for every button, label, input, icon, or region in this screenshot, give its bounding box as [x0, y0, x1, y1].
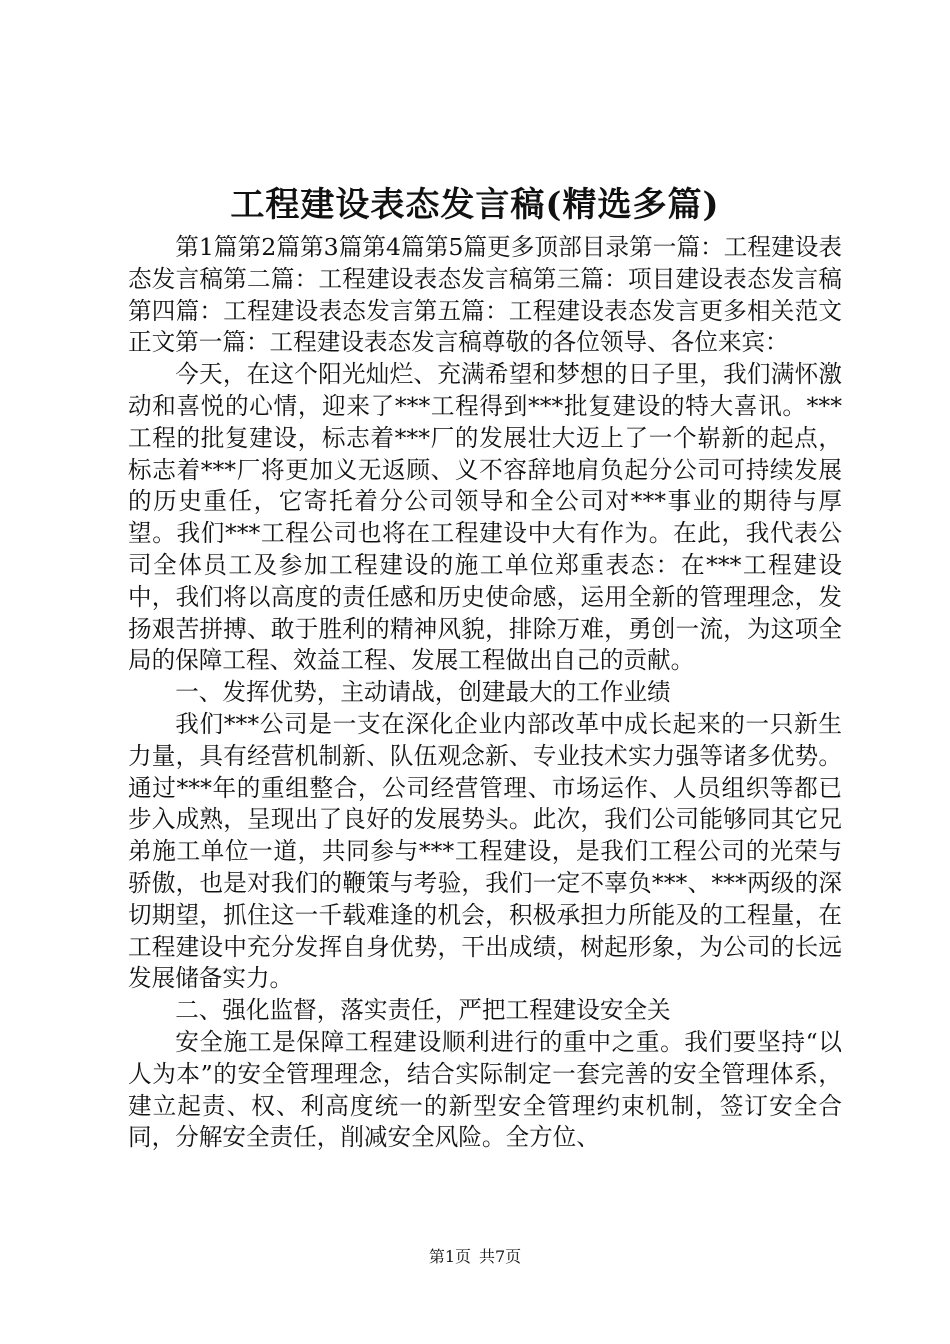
paragraph-toc-intro: 第1篇第2篇第3篇第4篇第5篇更多顶部目录第一篇：工程建设表态发言稿第二篇：工程建设表态发言稿第三篇：项目建设表态发言稿第四篇：工程建设表态发言第五篇：工程建设表态发言更多相关范文正文第一篇：工程建设表态发言稿尊敬的各位领导、各位来宾：	[128, 233, 842, 357]
paragraph-opening: 今天，在这个阳光灿烂、充满希望和梦想的日子里，我们满怀激动和喜悦的心情，迎来了***工程得到***批复建设的特大喜讯。***工程的批复建设，标志着***厂的发展壮大迈上了一个崭新的起点，标志着***厂将更加义无返顾、义不容辞地肩负起分公司可持续发展的历史重任，它寄托着分公司领导和全公司对***事业的期待与厚望。我们***工程公司也将在工程建设中大有作为。在此，我代表公司全体员工及参加工程建设的施工单位郑重表态：在***工程建设中，我们将以高度的责任感和历史使命感，运用全新的管理理念，发扬艰苦拼搏、敢于胜利的精神风貌，排除万难，勇创一流，为这项全局的保障工程、效益工程、发展工程做出自己的贡献。	[128, 360, 842, 675]
paragraph-section-2: 安全施工是保障工程建设顺利进行的重中之重。我们要坚持“以人为本”的安全管理理念，结合实际制定一套完善的安全管理体系，建立起责、权、利高度统一的新型安全管理约束机制，签订安全合同，分解安全责任，削减安全风险。全方位、	[128, 1027, 842, 1152]
page-footer	[0, 1245, 950, 1269]
page-number: 第1页	[428, 1247, 471, 1266]
document-title: 工程建设表态发言稿(精选多篇)	[230, 185, 720, 225]
section-heading-1: 一、发挥优势，主动请战，创建最大的工作业绩	[175, 678, 671, 707]
section-heading-2: 二、强化监督，落实责任，严把工程建设安全关	[175, 996, 671, 1025]
document-body	[128, 232, 842, 1154]
page-total: 共7页	[479, 1247, 522, 1266]
paragraph-section-1: 我们***公司是一支在深化企业内部改革中成长起来的一只新生力量，具有经营机制新、队伍观念新、专业技术实力强等诸多优势。通过***年的重组整合，公司经营管理、市场运作、人员组织等都已步入成熟，呈现出了良好的发展势头。此次，我们公司能够同其它兄弟施工单位一道，共同参与***工程建设，是我们工程公司的光荣与骄傲，也是对我们的鞭策与考验，我们一定不辜负***、***两级的深切期望，抓住这一千载难逢的机会，积极承担力所能及的工程量，在工程建设中充分发挥自身优势，干出成绩，树起形象，为公司的长远发展储备实力。	[128, 709, 842, 993]
